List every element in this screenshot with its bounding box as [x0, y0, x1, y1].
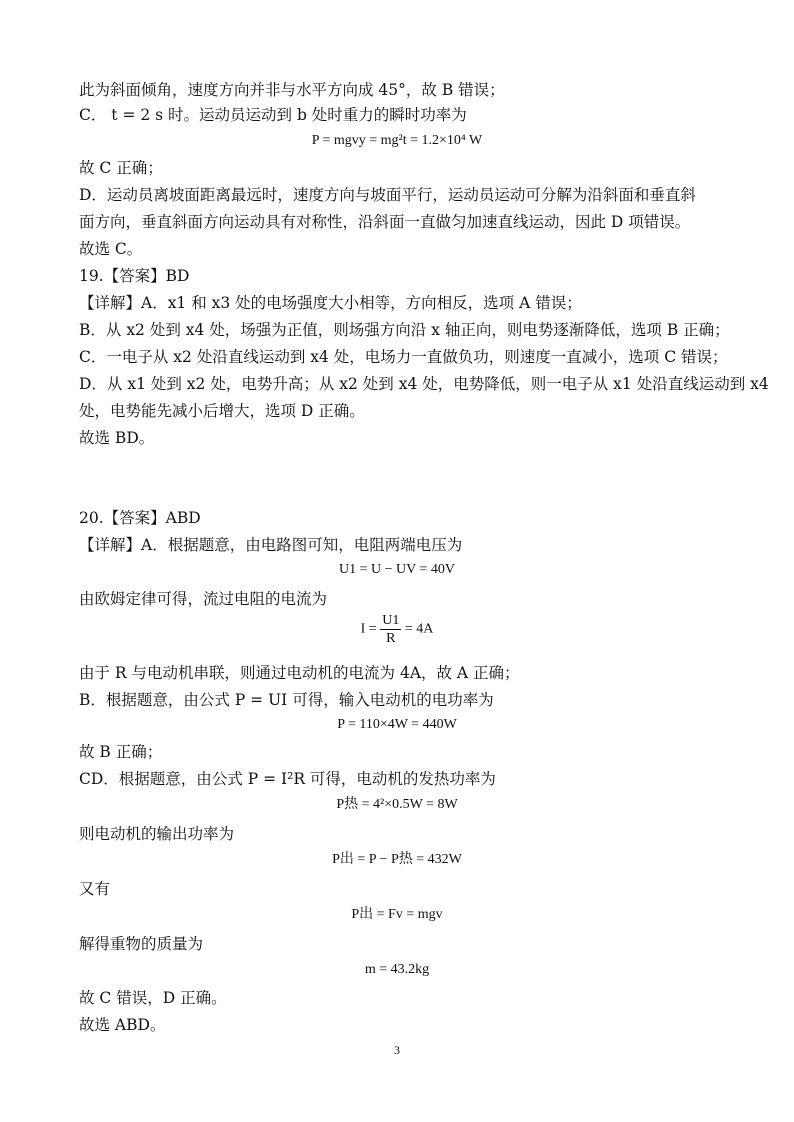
text-line: 故选 BD。 [79, 429, 155, 447]
text-line: 面方向，垂直斜面方向运动具有对称性，沿斜面一直做匀加速直线运动，因此 D 项错误。 [79, 213, 691, 231]
text-line: B．根据题意，由公式 P = UI 可得，输入电动机的电功率为 [79, 691, 494, 709]
text-line: 【详解】A．根据题意，由电路图可知，电阻两端电压为 [79, 536, 463, 554]
text-line: 又有 [79, 880, 111, 898]
text-line: B．从 x2 处到 x4 处，场强为正值，则场强方向沿 x 轴正向，则电势逐渐降低，选项 B 正确； [79, 321, 730, 339]
text-line: 由于 R 与电动机串联，则通过电动机的电流为 4A，故 A 正确； [79, 664, 520, 682]
answer-heading-20: 20.【答案】ABD [79, 509, 201, 527]
current-lhs: I = [360, 621, 377, 637]
text-line: D．从 x1 处到 x2 处，电势升高；从 x2 处到 x4 处，电势降低，则一电子从 x1 处沿直线运动到 x4 [79, 375, 769, 393]
equation-current [0, 612, 794, 647]
text-line: 则电动机的输出功率为 [79, 825, 235, 843]
text-line: 【详解】A．x1 和 x3 处的电场强度大小相等，方向相反，选项 A 错误； [79, 294, 582, 312]
text-line: 解得重物的质量为 [79, 935, 204, 953]
equation-input-power: P = 110×4W = 440W [337, 717, 457, 732]
equation-fv: P出 = Fv = mgv [351, 907, 443, 922]
text-line: C． t = 2 s 时。运动员运动到 b 处时重力的瞬时功率为 [79, 106, 467, 124]
text-line: 故 B 正确； [79, 743, 163, 761]
text-line: C．一电子从 x2 处沿直线运动到 x4 处，电场力一直做负功，则速度一直减小，选项 C 错误； [79, 348, 728, 366]
fraction-numerator: U1 [382, 613, 400, 628]
text-line: 由欧姆定律可得，流过电阻的电流为 [79, 590, 328, 608]
text-line: 故 C 错误，D 正确。 [79, 989, 227, 1007]
page-number: 3 [394, 1043, 400, 1057]
text-line: 处，电势能先减小后增大，选项 D 正确。 [79, 402, 365, 420]
current-fraction [380, 612, 401, 647]
text-line: CD．根据题意，由公式 P = I²R 可得，电动机的发热功率为 [79, 770, 496, 788]
answer-heading-19: 19.【答案】BD [79, 267, 190, 285]
text-line: 故 C 正确； [79, 159, 163, 177]
text-line: 故选 C。 [79, 240, 143, 258]
equation-instant-power: P = mgvy = mg²t = 1.2×10⁴ W [311, 133, 483, 148]
text-line: 此为斜面倾角，速度方向并非与水平方向成 45°，故 B 错误； [79, 81, 505, 99]
equation-output-power: P出 = P − P热 = 432W [332, 852, 462, 867]
equation-resistor-voltage: U1 = U − UV = 40V [339, 562, 455, 577]
equation-heat-power: P热 = 4²×0.5W = 8W [336, 797, 458, 812]
equation-mass: m = 43.2kg [364, 962, 430, 977]
current-rhs: = 4A [404, 621, 434, 637]
fraction-denominator: R [386, 631, 396, 646]
text-line: D．运动员离坡面距离最远时，速度方向与坡面平行，运动员运动可分解为沿斜面和垂直斜 [79, 186, 696, 204]
text-line: 故选 ABD。 [79, 1016, 166, 1034]
